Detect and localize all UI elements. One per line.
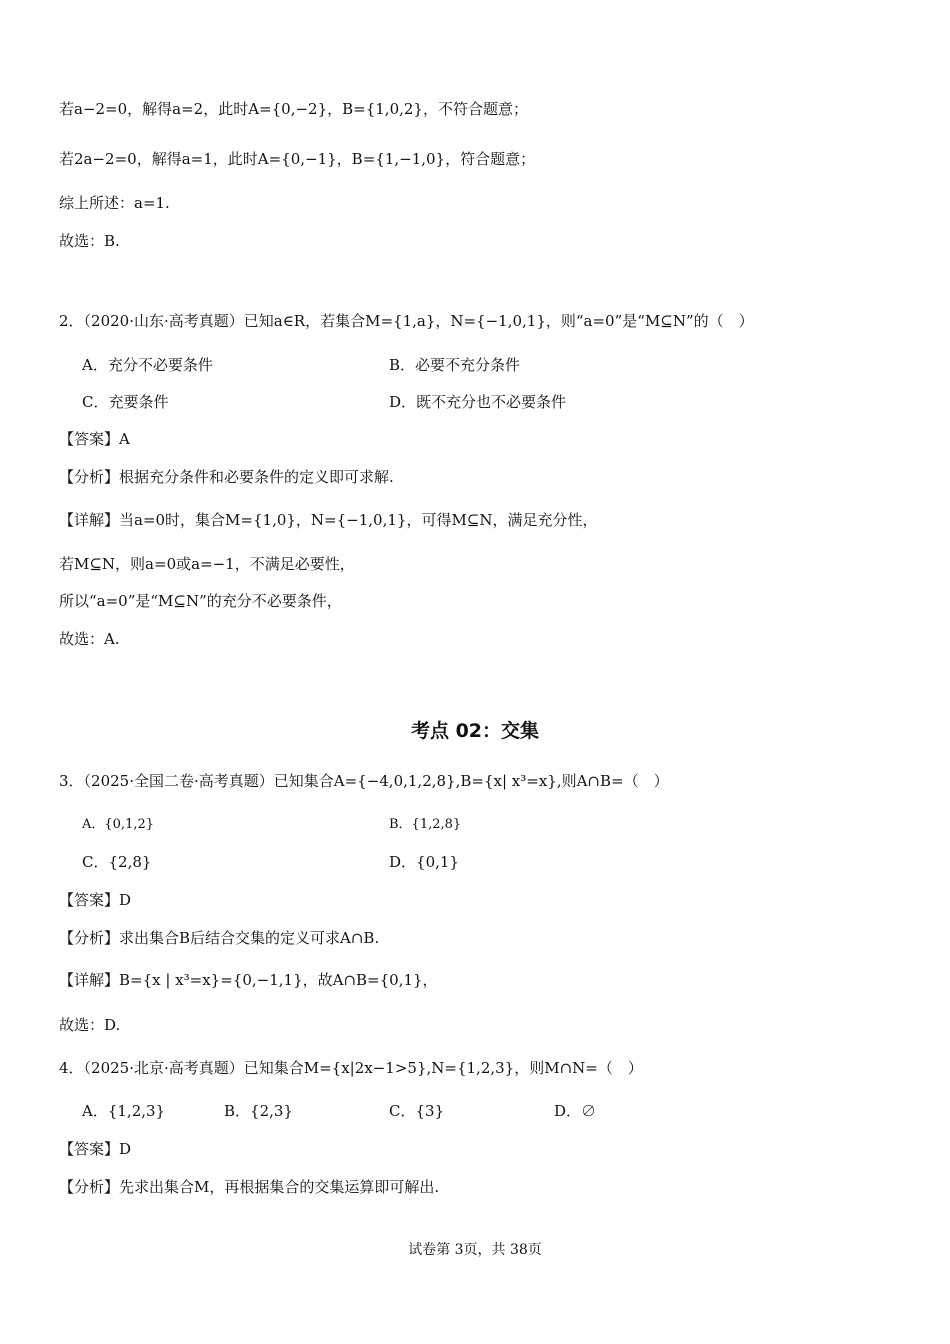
q2-option-c: C．充要条件 xyxy=(82,393,169,411)
q3-option-c: C．{2,8} xyxy=(82,853,152,871)
q3-analysis: 【分析】求出集合B后结合交集的定义可求A∩B. xyxy=(59,929,380,947)
q2-detail-line: 若M⊆N，则a=0或a=−1，不满足必要性， xyxy=(59,555,355,573)
q3-option-d: D．{0,1} xyxy=(389,853,459,871)
q2-stem: 2．（2020·山东·高考真题）已知a∈R，若集合M={1,a}，N={−1,0,1}，则“a=0”是“M⊆N”的（ ） xyxy=(59,312,754,330)
q2-option-d: D．既不充分也不必要条件 xyxy=(389,393,567,411)
q4-option-c: C．{3} xyxy=(389,1102,445,1120)
q2-option-b: B．必要不充分条件 xyxy=(389,356,521,374)
q4-option-d: D．∅ xyxy=(554,1102,597,1120)
q2-detail-line: 【详解】当a=0时，集合M={1,0}，N={−1,0,1}，可得M⊆N，满足充分性， xyxy=(59,511,598,529)
q4-answer: 【答案】D xyxy=(59,1140,132,1158)
q2-analysis: 【分析】根据充分条件和必要条件的定义即可求解. xyxy=(59,468,394,486)
case2-text: 若2a−2=0，解得a=1，此时A={0,−1}，B={1,−1,0}，符合题意； xyxy=(59,150,536,168)
q3-option-a: A．{0,1,2} xyxy=(82,817,155,832)
choice-text: 故选：B. xyxy=(59,232,120,250)
q3-option-b: B．{1,2,8} xyxy=(389,817,462,832)
q2-option-a: A．充分不必要条件 xyxy=(82,356,213,374)
page-footer: 试卷第 3页，共 38页 xyxy=(408,1242,542,1258)
q4-option-b: B．{2,3} xyxy=(224,1102,293,1120)
q3-stem: 3．（2025·全国二卷·高考真题）已知集合A={−4,0,1,2,8},B={x| x³=x},则A∩B=（ ） xyxy=(59,772,669,790)
q3-choice: 故选：D. xyxy=(59,1016,121,1034)
case1-text: 若a−2=0，解得a=2，此时A={0,−2}，B={1,0,2}，不符合题意； xyxy=(59,100,528,118)
q4-analysis: 【分析】先求出集合M，再根据集合的交集运算即可解出. xyxy=(59,1178,440,1196)
q4-option-a: A．{1,2,3} xyxy=(82,1102,166,1120)
section-title: 考点 02：交集 xyxy=(410,720,540,742)
summary-text: 综上所述：a=1. xyxy=(59,194,170,212)
q2-detail-line: 所以“a=0”是“M⊆N”的充分不必要条件， xyxy=(59,592,342,610)
q2-detail-line: 故选：A. xyxy=(59,630,120,648)
q2-answer: 【答案】A xyxy=(59,430,130,448)
q4-stem: 4．（2025·北京·高考真题）已知集合M={x|2x−1>5},N={1,2,3}，则M∩N=（ ） xyxy=(59,1059,643,1077)
q3-answer: 【答案】D xyxy=(59,891,132,909)
q3-detail: 【详解】B={x | x³=x}={0,−1,1}，故A∩B={0,1}， xyxy=(59,971,438,989)
